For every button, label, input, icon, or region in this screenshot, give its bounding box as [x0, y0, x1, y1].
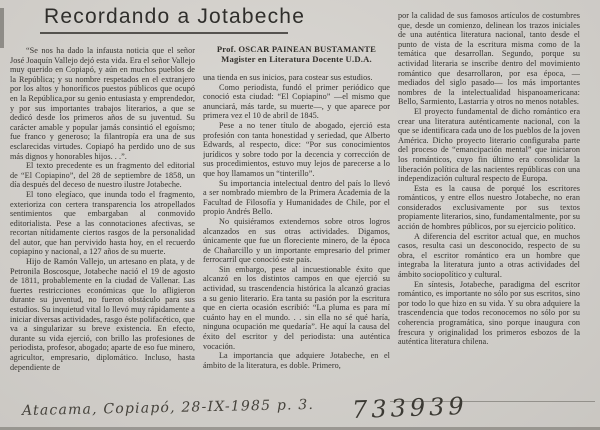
paragraph: La importancia que adquiere Jotabeche, en el ámbito de la literatura, es doble. Primero, — [203, 351, 390, 370]
article-column-2 — [203, 44, 390, 404]
paragraph: Su importancia intelectual dentro del país lo llevó a ser nombrado miembro de la Primera Academia de la Facultad de Filosofía y Humanidades de Chile, por el propio Andrés Bello. — [203, 178, 390, 217]
paragraph: El tono elegíaco, que inunda todo el fragmento, exterioriza con certera transparencia los atropellados sentimientos que embargaban al conmovido editorialista. Pese a las connotaciones afectivas, se recortan nítidamente ciertos rasgos de la personalidad del autor, que han pervivido hasta hoy, en el recuerdo copiapino y nacional, a 127 años de su muerte. — [10, 189, 195, 257]
scan-edge-artifact — [0, 8, 4, 48]
article-title: Recordando a Jotabeche — [44, 5, 306, 28]
paragraph: El texto precedente es un fragmento del editorial de “El Copiapino”, del 28 de septiembre de 1858, un día después del deceso de nuestro ilustre Jotabeche. — [10, 161, 195, 190]
article-column-1 — [10, 46, 195, 404]
byline — [203, 44, 390, 64]
title-underline — [40, 32, 288, 34]
paragraph: En síntesis, Jotabeche, paradigma del escritor romántico, es importante no sólo por sus escritos, sino por todo lo que hizo en su vida. Y su obra adquiere la trascendencia que todos reconocemos no sólo por su coherencia programática, sino porque inaugura con frescura y originalidad los primeros esbozos de la auténtica literatura chilena. — [398, 279, 580, 347]
paragraph: Sin embargo, pese al incuestionable éxito que alcanzó en los distintos campos en que ejerció su actividad, su trascendencia histórica la alcanzó gracias a su genio literario. Era tanta su pasión por la escritura que en cierta ocasión escribió: “La pluma es para mí cuánto hay en el mundo. . . sin ella no sé qué haría, ninguna ocupación me quedaría”. He aquí la causa del éxito del escritor y del periodista: una auténtica vocación. — [203, 264, 390, 351]
paragraph: una tienda en sus inicios, para costear sus estudios. — [203, 73, 373, 82]
paragraph: A diferencia del escritor actual que, en muchos casos, resulta casi un desconocido, respecto de su obra, el escritor romántico era un hombre que integraba la literatura junto a otras actividades del ámbito sociopolítico y cultural. — [398, 231, 580, 280]
paragraph: Pese a no tener título de abogado, ejerció esta profesión con tanta honestidad y seriedad, que Alberto Edwards, al respecto, dice: “Por sus conocimientos jurídicos y sobre todo por la decencia y corrección de sus procedimientos, estuvo muy lejos de parecerse a lo que hoy llamamos un “tinterillo”. — [203, 120, 390, 178]
paragraph: Hijo de Ramón Vallejo, un artesano en plata, y de Petronila Boscosque, Jotabeche nació el 19 de agosto de 1811, probablemente en la ciudad de Vallenar. Las fuertes restricciones económicas que lo afligieron durante su juventud, no fueron obstáculo para sus estudios. Su inquietud vital lo llevó muy rápidamente a iniciar diversas actividades, rasgo éste polifacético, que va a singularizar su breve existencia. En efecto, durante su vida ejerció, con brillo las profesiones de periodista, profesor, abogado; aparte de eso fue minero, agricultor, empresario, diplomático. Incluso, hasta dependiente de — [10, 257, 195, 372]
author-name: Prof. OSCAR PAINEAN BUSTAMANTE — [216, 44, 377, 54]
paragraph: El proyecto fundamental de dicho romántico era crear una literatura auténticamente nacional, con la que se identificara cada uno de los pueblos de la joven América. Dicho proyecto literario configuraba parte del proceso de “emancipación mental” que iniciaron los románticos, cuyo fin último era consolidar la liberación política de las nacientes repúblicas con una independización cultural respecto de Europa. — [398, 106, 580, 184]
paragraph: por la calidad de sus famosos artículos de costumbres que, desde un comienzo, delinean los trazos iniciales de una auténtica literatura nacional, tanto desde el punto de vista de la escritura misma como de la temática que desarrollan. Segundo, porque su actividad literaria se inscribe dentro del movimiento romántico que desarrollaron, por esa época, —mediados del siglo pasado— los más importantes nombres de la intelectualidad hispanoamericana: Bello, Sarmiento, Lastarria y otros no menos notables. — [398, 11, 580, 107]
paragraph: Como periodista, fundó el primer periódico que conoció esta ciudad: “El Copiapino” —el mismo que anunciará, más tarde, su muerte—, y que aparece por primera vez el 10 de abril de 1845. — [203, 82, 390, 121]
handwritten-number: 733939 — [351, 391, 469, 425]
paragraph: Esta es la causa de porqué los escritores románticos, y entre ellos nuestro Jotabeche, no eran considerados exclusivamente por sus textos propiamente literarios, sino, fundamentalmente, por su acción de hombres públicos, por su ejercicio político. — [398, 183, 580, 232]
paragraph: No quisiéramos extendernos sobre otros logros alcanzados en sus otras actividades. Digamos, únicamente que fue un floreciente minero, de la época de Chañarcillo y un importante empresario del primer ferrocarril que conoció este país. — [203, 216, 390, 265]
paragraph: “Se nos ha dado la infausta noticia que el señor José Joaquín Vallejo dejó esta vida. Era el señor Vallejo muy querido en Copiapó, y aún en muchos pueblos de la República; y su nombre respetados en el extranjero por los altos y honoríficos puestos públicos que ocupó en la República,por su genio entusiasta y emprendedor, y por sus importantes trabajos literarios, a que se dedicó desde los primeros años de su juventud. Su carácter amable y popular jamás consintió el egoísmo; fue franco y generoso; la filantropía era una de sus esclarecidas virtudes. Copiapó ha perdido uno de sus más dignos y honorables hijos. . .”. — [10, 46, 195, 161]
article-column-3 — [398, 11, 580, 405]
author-credential: Magister en Literatura Docente U.D.A. — [221, 54, 372, 64]
handwritten-source-annotation: Atacama, Copiapó, 28-IX-1985 p. 3. — [21, 396, 315, 420]
